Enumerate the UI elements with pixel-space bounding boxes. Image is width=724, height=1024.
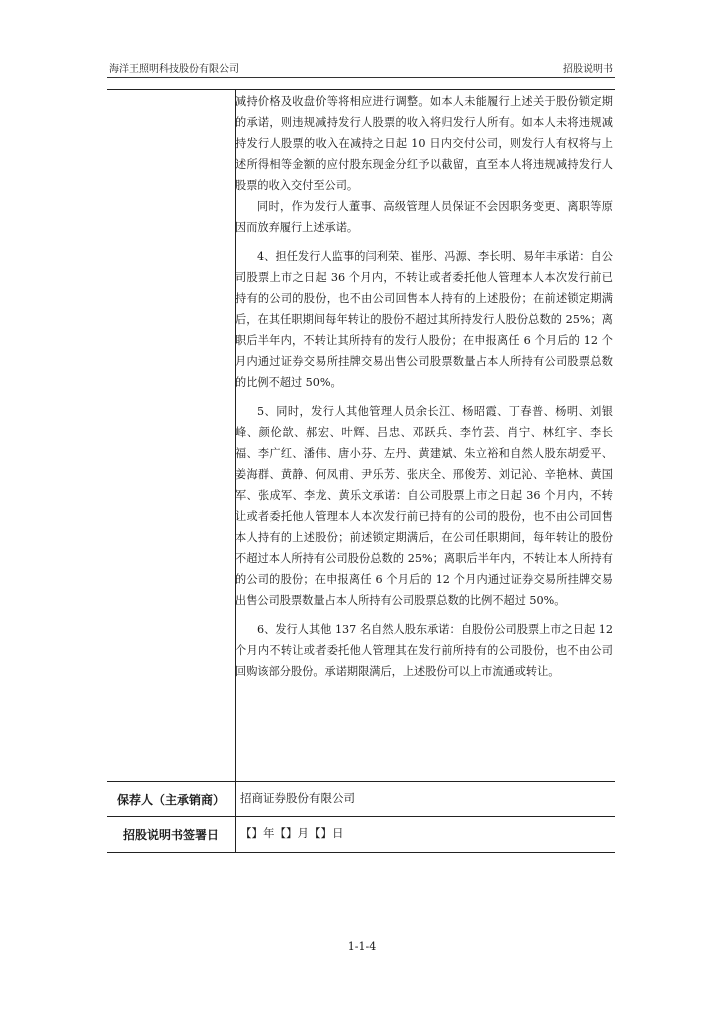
row-rule <box>107 781 615 782</box>
page-header <box>107 60 615 76</box>
sponsor-value: 招商证券股份有限公司 <box>240 791 355 805</box>
row-rule <box>107 816 615 817</box>
body-paragraph: 6、发行人其他 137 名自然人股东承诺：自股份公司股票上市之日起 12 个月内不转让或者委托他人管理其在发行前所持有的公司股份，也不由公司回购该部分股份。承诺期限满后，上述股份可以上市流通或转让。 <box>235 623 613 678</box>
table-top-rule <box>107 89 615 90</box>
body-paragraph: 减持价格及收盘价等将相应进行调整。如本人未能履行上述关于股份锁定期的承诺，则违规减持发行人股票的收入将归发行人所有。如本人未将违规减持发行人股票的收入在减持之日起 10 日内交付公司，则发行人有权将与上述所得相等金额的应付股东现金分红予以截留，直至本人将违规减持发行人股票的收入交付至公司。 <box>235 95 613 192</box>
info-table <box>107 89 615 853</box>
body-paragraph: 5、同时，发行人其他管理人员余长江、杨昭霞、丁春普、杨明、刘银峰、颜伦歆、郝宏、叶辉、吕忠、邓跃兵、李竹芸、肖宁、林红宇、李长福、李广红、潘伟、唐小芬、左丹、黄建斌、朱立裕和自然人股东胡爱平、姜海群、黄静、何凤甫、尹乐芳、张庆全、邢俊芳、刘记沁、辛艳林、黄国军、张成军、李龙、黄乐文承诺：自公司股票上市之日起 36 个月内，不转让或者委托他人管理本人本次发行前已持有的公司的股份，也不由公司回售本人持有的上述股份；前述锁定期满后，在公司任职期间，每年转让的股份不超过本人所持有公司股份总数的 25%；离职后半年内，不转让本人所持有的公司的股份；在申报离任 6 个月后的 12 个月内通过证券交易所挂牌交易出售公司股票数量占本人所持有公司股票总数的比例不超过 50%。 <box>235 405 613 607</box>
commitment-text-cell <box>235 91 613 682</box>
header-rule <box>107 77 615 78</box>
table-bottom-rule <box>107 852 615 853</box>
body-paragraph: 同时，作为发行人董事、高级管理人员保证不会因职务变更、离职等原因而放弃履行上述承诺。 <box>235 200 613 234</box>
sponsor-label: 保荐人（主承销商） <box>116 793 225 807</box>
header-document-type: 招股说明书 <box>563 64 613 75</box>
header-company-name: 海洋王照明科技股份有限公司 <box>109 64 239 75</box>
signing-date-value: 【】年【】月【】日 <box>240 826 344 840</box>
body-paragraph: 4、担任发行人监事的闫利荣、崔彤、冯源、李长明、易年丰承诺：自公司股票上市之日起 36 个月内，不转让或者委托他人管理本人本次发行前已持有的公司的股份，也不由公司回售本人持有的上述股份；在前述锁定期满后，在其任职期间每年转让的股份不超过其所持发行人股份总数的 25%；离职后半年内，不转让其所持有的发行人股份；在申报离任 6 个月后的 12 个月内通过证券交易所挂牌交易出售公司股票数量占本人所持有公司股票总数的比例不超过 50%。 <box>235 250 613 389</box>
page-number: 1-1-4 <box>347 940 377 953</box>
signing-date-label: 招股说明书签署日 <box>122 828 219 842</box>
